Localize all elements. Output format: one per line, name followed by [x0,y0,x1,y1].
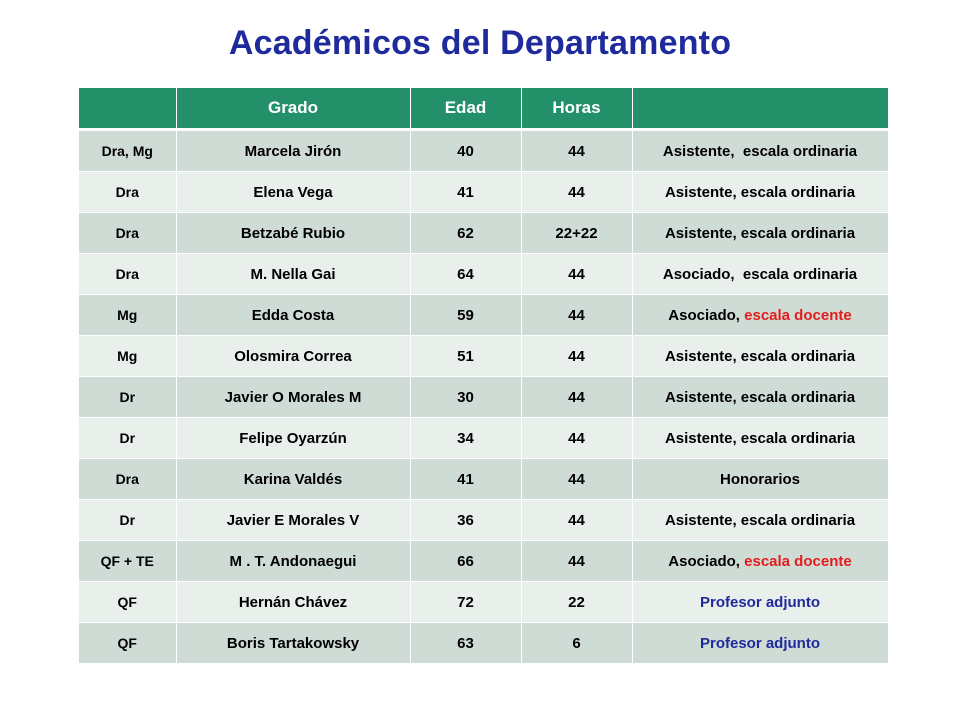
name-cell: Betzabé Rubio [176,213,410,254]
degree-cell: Dra [79,459,176,500]
table-row [79,459,888,500]
position-cell [632,623,888,664]
position-cell [632,418,888,459]
name-cell: Javier E Morales V [176,500,410,541]
name-cell: Elena Vega [176,172,410,213]
age-cell: 63 [410,623,521,664]
position-text: Honorarios [719,470,800,488]
degree-cell: Dr [79,377,176,418]
position-cell [632,500,888,541]
academics-table-container [79,88,889,664]
age-cell: 59 [410,295,521,336]
table-row [79,418,888,459]
position-text: Asistente, escala ordinaria [664,429,856,447]
position-text: Profesor adjunto [699,593,820,611]
age-cell: 36 [410,500,521,541]
position-text: Asistente, escala ordinaria [664,388,856,406]
age-cell: 41 [410,172,521,213]
name-cell: Olosmira Correa [176,336,410,377]
name-cell: Hernán Chávez [176,582,410,623]
degree-cell: Mg [79,336,176,377]
position-scale-text: escala docente [739,306,852,324]
table-row [79,582,888,623]
table-header-row [79,88,888,130]
hours-cell: 44 [521,377,632,418]
position-cell [632,336,888,377]
table-row [79,295,888,336]
degree-cell: Dr [79,500,176,541]
degree-cell: Dra [79,172,176,213]
age-cell: 51 [410,336,521,377]
hours-cell: 44 [521,541,632,582]
position-text: Asistente, escala ordinaria [664,183,856,201]
age-cell: 40 [410,130,521,172]
age-cell: 34 [410,418,521,459]
table-row [79,254,888,295]
position-text: Asistente, escala ordinaria [662,142,858,160]
age-cell: 72 [410,582,521,623]
position-cell [632,172,888,213]
name-cell: Boris Tartakowsky [176,623,410,664]
table-row [79,172,888,213]
hours-cell: 44 [521,254,632,295]
position-text: Asistente, escala ordinaria [664,224,856,242]
hours-cell: 44 [521,295,632,336]
name-cell: M. Nella Gai [176,254,410,295]
header-grado: Grado [176,88,410,130]
position-cell [632,213,888,254]
name-cell: Karina Valdés [176,459,410,500]
hours-cell: 44 [521,459,632,500]
degree-cell: Dra [79,254,176,295]
age-cell: 41 [410,459,521,500]
age-cell: 62 [410,213,521,254]
degree-cell: Dra, Mg [79,130,176,172]
degree-cell: Dr [79,418,176,459]
name-cell: Marcela Jirón [176,130,410,172]
position-text: Profesor adjunto [699,634,820,652]
name-cell: M . T. Andonaegui [176,541,410,582]
header-degree-blank [79,88,176,130]
age-cell: 30 [410,377,521,418]
header-horas: Horas [521,88,632,130]
position-text: Asociado, [668,306,740,324]
table-row [79,623,888,664]
table-row [79,377,888,418]
position-cell [632,377,888,418]
table-row [79,541,888,582]
position-cell [632,254,888,295]
hours-cell: 6 [521,623,632,664]
table-body [79,130,888,664]
degree-cell: QF + TE [79,541,176,582]
position-text: Asociado, escala ordinaria [662,265,858,283]
hours-cell: 44 [521,130,632,172]
academics-table [79,88,889,664]
hours-cell: 22+22 [521,213,632,254]
position-text: Asistente, escala ordinaria [664,347,856,365]
position-cell [632,582,888,623]
name-cell: Felipe Oyarzún [176,418,410,459]
position-text: Asociado, [668,552,740,570]
name-cell: Edda Costa [176,295,410,336]
degree-cell: Mg [79,295,176,336]
header-position-blank [632,88,888,130]
table-row [79,336,888,377]
position-cell [632,541,888,582]
table-row [79,213,888,254]
degree-cell: Dra [79,213,176,254]
table-row [79,130,888,172]
hours-cell: 44 [521,172,632,213]
page-title: Académicos del Departamento [228,24,732,62]
table-row [79,500,888,541]
position-cell [632,459,888,500]
position-scale-text: escala docente [739,552,852,570]
position-cell [632,295,888,336]
degree-cell: QF [79,582,176,623]
position-text: Asistente, escala ordinaria [664,511,856,529]
name-cell: Javier O Morales M [176,377,410,418]
age-cell: 66 [410,541,521,582]
age-cell: 64 [410,254,521,295]
hours-cell: 44 [521,336,632,377]
hours-cell: 44 [521,500,632,541]
degree-cell: QF [79,623,176,664]
hours-cell: 22 [521,582,632,623]
header-edad: Edad [410,88,521,130]
hours-cell: 44 [521,418,632,459]
position-cell [632,130,888,172]
